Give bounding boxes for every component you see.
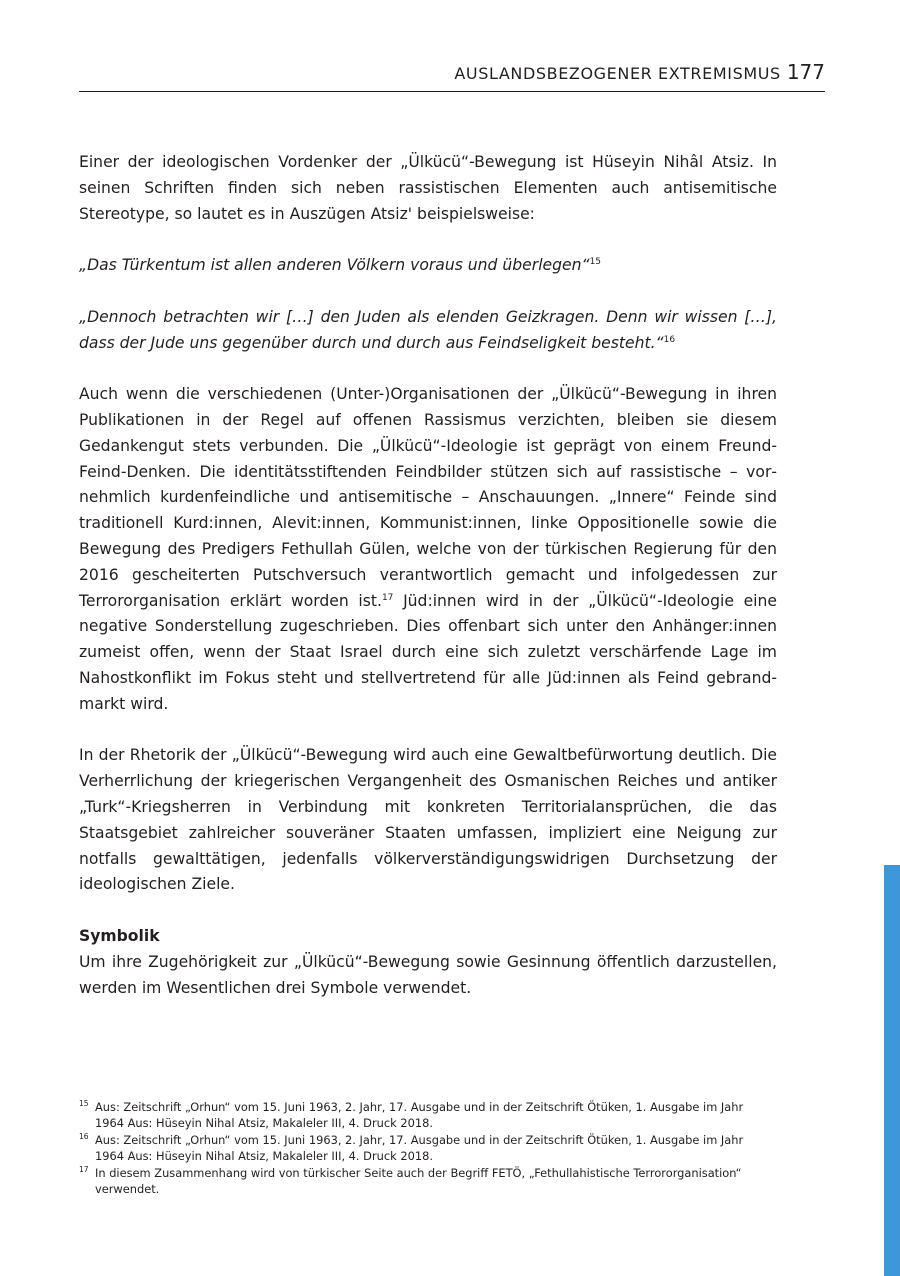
page-number: 177	[786, 60, 825, 84]
footnotes	[79, 1099, 769, 1197]
running-header	[79, 60, 825, 92]
footnote-ref-17[interactable]: 17	[381, 592, 394, 603]
footnote-number: 15	[79, 1099, 89, 1108]
footnote-text: Aus: Zeitschrift „Orhun“ vom 15. Juni 1963, 2. Jahr, 17. Ausgabe und in der Zeitschrift Ötüken, 1. Ausgabe im Jahr 1964 Aus: Hüseyin Nihal Atsiz, Makaleler III, 4. Druck 2018.	[95, 1132, 744, 1164]
footnote-ref-15[interactable]: 15	[589, 257, 602, 268]
quote-2	[79, 305, 777, 357]
quote-1-text: „Das Türkentum ist allen anderen Völkern voraus und überlegen“	[79, 256, 590, 275]
chapter-tab-marker	[884, 865, 900, 1276]
footnote-number: 16	[79, 1131, 89, 1141]
footnote-item	[79, 1132, 769, 1165]
footnote-text: In diesem Zusammenhang wird von türkischer Seite auch der Begriff FETÖ, „Fethullahistische Terrororganisation“ verwendet.	[95, 1165, 742, 1197]
footnote-item	[79, 1165, 769, 1198]
paragraph-rhetoric: In der Rhetorik der „Ülkücü“-Bewegung wird auch eine Gewaltbefürwortung deutlich. Die Verherrlichung der kriegerischen Vergangenheit des Osmanischen Reiches und antiker „Turk“-Kriegsherren in Verbindung mit konkreten Territorialansprüchen, die das Staatsgebiet zahlreicher souveräner Staaten umfassen, impliziert eine Neigung zur notfalls gewalttätigen, jedenfalls völkerverständigungswidrigen Durchsetzung der ideologischen Ziele.	[79, 746, 777, 894]
chapter-title: AUSLANDSBEZOGENER EXTREMISMUS	[454, 64, 781, 83]
footnote-ref-16[interactable]: 16	[663, 334, 676, 345]
footnote-text: Aus: Zeitschrift „Orhun“ vom 15. Juni 1963, 2. Jahr, 17. Ausgabe und in der Zeitschrift Ötüken, 1. Ausgabe im Jahr 1964 Aus: Hüseyin Nihal Atsiz, Makaleler III, 4. Druck 2018.	[95, 1100, 744, 1131]
paragraph-ideology	[79, 382, 777, 717]
paragraph-ideology-part-a: Auch wenn die verschiedenen (Unter-)Organisationen der „Ülkücü“-Bewegung in ihren Publikationen in der Regel auf offenen Rassismus verzichten, bleiben sie diesem Gedankengut stets verbunden. Die „Ülkücü“-Ideologie ist geprägt von einem Freund-Feind-Denken. Die identitätsstiftenden Feindbilder stützen sich auf rassistische – vornehmlich kurdenfeindliche und antisemitische – Anschauungen. „Innere“ Feinde sind traditionell Kurd:innen, Alevit:innen, Kommunist:innen, linke Oppositionelle sowie die Bewegung des Predigers Fethullah Gülen, welche von der türkischen Regierung für den 2016 gescheiterten Putschversuch verantwortlich gemacht und infolgedessen zur Terrororganisation erklärt worden ist.	[79, 385, 777, 610]
main-text	[79, 150, 777, 1001]
paragraph-intro: Einer der ideologischen Vordenker der „Ülkücü“-Bewegung ist Hüseyin Nihâl Atsiz. In seinen Schriften finden sich neben rassistischen Elementen auch antisemitische Stereotype, so lautet es in Auszügen Atsiz' beispielsweise:	[79, 153, 777, 223]
paragraph-symbols: Um ihre Zugehörigkeit zur „Ülkücü“-Bewegung sowie Gesinnung öffentlich darzustellen, werden im Wesentlichen drei Symbole verwendet.	[79, 952, 777, 997]
quote-2-text: „Dennoch betrachten wir […] den Juden als elenden Geizkragen. Denn wir wissen […], dass der Jude uns gegenüber durch und durch aus Feindseligkeit besteht.“	[79, 307, 777, 352]
footnote-item	[79, 1099, 769, 1132]
quote-1	[79, 253, 777, 279]
footnote-number: 17	[79, 1164, 89, 1174]
section-heading-symbolik: Symbolik	[79, 926, 160, 945]
paragraph-ideology-part-b: Jüd:innen wird in der „Ülkücü“-Ideologie eine negative Sonderstellung zugeschrieben. Dies offenbart sich unter den Anhänger:innen zumeist offen, wenn der Staat Israel durch eine sich zuletzt verschärfende Lage im Nahostkonflikt im Fokus steht und stellvertretend für alle Jüd:innen als Feind gebrandmarkt wird.	[79, 591, 777, 713]
